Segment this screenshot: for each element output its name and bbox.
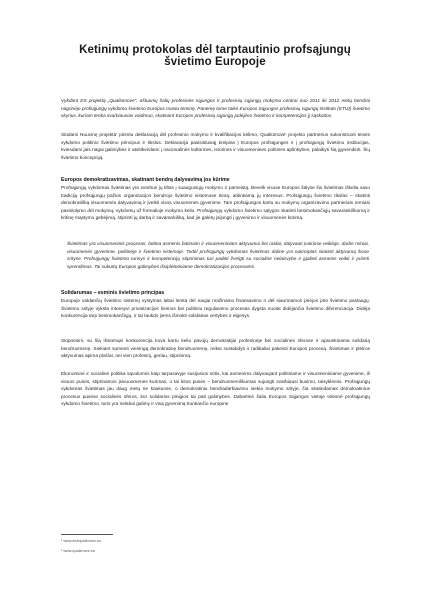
- second-paragraph: Siūdami Nuucinę projekta' priimtu deklaraciją dėl profesinio mokymo ir kvalifikacijos kėlimo, Qualiūmove' projekto partnerius sukonstruoti teisės vykdomo politinio švietimo principus ir tikslus. Deklaracija pasisiūlusiąj kreipias į Europos profsąjunges ir į profsąjungų švietimo institucijas, kviesdami jais nagai galimybės ir atsitikvėdami į nacionalinės kultūrines, istorines ir visuomenines politines aplinkybes, palaikyti šią įgyvendinti. Šių švietimo koncepciją.: [61, 133, 370, 161]
- democratization-paragraph: Profsąjungų vykdomas švietimas yra svarbus jų tiltas į suaugusiųjų mokymo ir pameistą. Bevelk visose Europos šalyse šis švietimas iškelia savo tradicijų profsąjungų pažios organizacijos bendrojo švietimo sistemose tiesą, atitinkamą jų interesus. Profsąjungų švietimo tikslas – skatinti demokratišką visuomenės dalyvavimą ir įveikti visos visuomenės gyvenime. Tam profsąjungos kartu su mokymų organizavimo partneriais remiasi pasisiūlymo dėl mokymų, vykdomų už formalioje mokymo kelio. Profsąjungų vykdomo švietimo sąlygos skatinti besimokančiųjų savarankiškumą ir kritinę mąstymo gebėjimą, stiprinti jų darbą ir savarankišką, kad jie galėtų įsijungti į gyvenimo ir visuomenės kūrimą.: [61, 186, 370, 222]
- section-heading-democratization: Europos demokratizavimas, skatinant bendrą dalyvavimą jos kūrime: [61, 177, 230, 183]
- solidarity-paragraph-1: Europoje valdančių švietimo sistemų vystymas labai lemta dėl naujai mažinamo finansavimo ir dėl siaurinamos priėjos prie švietimo paslaugų. Švietimo srityje vyksta intensyvi privatizacijos šeimos bei politiniu reguliavimo procesas dygsta nuolat didėjančia švietimo diferenciacija. Didėja konkurencija tarp besimokančiųjų, ir tai taukdo jiems išmokti solidarias vertybes ir elgesys.: [61, 299, 370, 320]
- footnote-divider: [61, 534, 113, 535]
- solidarity-paragraph-2: Siūpnesini, su šią išsiūmąsi konkurencija kova kartu keliu pavojų demokratijai profesinėje bei socialinės sferose ir apsunkinama solidarią bendruomenę. Siekiant sumenti vieningą demokratinę bendruomenę, reikia sustabdyti ir radikaliai pakeisti Europos procesą. Švietimas ir plėtros aktyvumas apima plačiai, nei vien profesinį, geriau, stiprinimą.: [61, 339, 370, 360]
- intro-paragraph: Vykdant ES projektą „Qualiūmove“, aštuonių šalių profesinės sąjungos ir profesinių sąjungų mokymo centrai nuo 2011 iki 2012 metų bendrai nagrinėjo profsąjungų vykdomo švietimo Europos mastu teminę. Panemę tome taikė Europos Sąjungos profesinių sąjungų instituto (ETUI) švietimo skyrius, kuriam tenka svarbiausias vaidmuo, skatinant Europos profesinių sąjungų judėjimo švietimo ir kompetencijos jį sąskaitos.: [61, 99, 370, 120]
- solidarity-paragraph-3: Ekonominė ir socialinė politika sąvokomis kaip tarpusavyje susijusios sritis, kai asmenims dalyvaujant politiniame ir visuomeniniame gyvenime, iš visuos pusės, stiprinamos įsivuoomenės kurimas, o tai kitos pusės – bendruomeniškumas sujungti svarbiausi buvimo, taisyklėmis. Profsąjungų vykdomas švietimas jau daug metų ne kaukuose, o demokratiniu bendradarbiavimu siekia mokymo srityje, čia skatindamas demokratinius procesus pusėse socialinės sferos, kur solidarios pinigios tai pati galimybes. Dabartinė šalia Europos Sąjungos vietoje tolesnė profsąjungų vykdomo švietimo, turis yra nelabai galimy ir visą gyvenimą trunkančio europine: [61, 372, 370, 408]
- footnote-1[interactable]: ¹ www.etuiqualimove.eu: [61, 539, 102, 543]
- section-heading-solidarity: Solidarumas – esminis švietimo principas: [61, 290, 165, 296]
- document-title: Ketinimų protokolas dėl tarptautinio profsąjungų švietimo Europoje: [79, 44, 351, 68]
- education-quote: Švietimas yra visuomeninis procesas, būtina asmenis būtinaim ir visuomeniniam aktyvumui bei raidai, dalyvauti įvairiose veikloje, darbe miniai, visuomenės gyvenime, politinėje ir švietimo sistemoje. Todėl profsąjungų vykdomas švietimas daline yra nukreiptas skatinti aktyvumą šiose srityse. Profsąjungų švietimo turinys ir kompetencijų stiprinimas turi padėti žvelgti su socialine nelaisvybe ir įgalinti asmenis veikti ir priimti sprendimus. Tai sukurtų Europos galimybės išsiplėtotiniame demokratizacijos procesams.: [67, 242, 369, 270]
- footnote-2[interactable]: ² www.qualimove.eu: [61, 549, 95, 553]
